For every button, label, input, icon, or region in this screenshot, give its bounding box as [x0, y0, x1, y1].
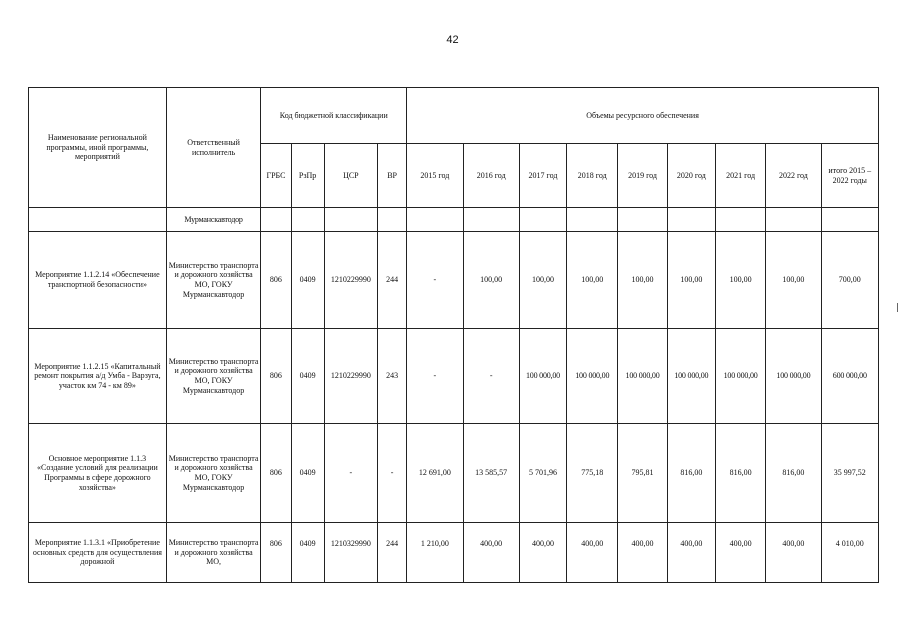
row-rzpr: 0409 — [291, 523, 324, 583]
row-value-2020: 100,00 — [667, 232, 715, 329]
row-name: Основное мероприятие 1.1.3 «Создание условий для реализации Программы в сфере дорожного хозяйства» — [29, 424, 167, 523]
row-value-2022: 100,00 — [766, 232, 821, 329]
row-value-total — [821, 208, 878, 232]
row-rzpr: 0409 — [291, 232, 324, 329]
row-value-2022: 100 000,00 — [766, 329, 821, 424]
row-value-2021: 816,00 — [715, 424, 765, 523]
row-value-2020: 816,00 — [667, 424, 715, 523]
row-executor: Министерство транспорта и дорожного хозяйства МО, ГОКУ Мурманскавтодор — [166, 424, 261, 523]
row-value-2019: 100,00 — [618, 232, 667, 329]
row-value-2018: 400,00 — [567, 523, 618, 583]
row-name: Мероприятие 1.1.2.14 «Обеспечение транспортной безопасности» — [29, 232, 167, 329]
row-value-2019: 100 000,00 — [618, 329, 667, 424]
row-value-2022 — [766, 208, 821, 232]
row-value-2017: 400,00 — [519, 523, 566, 583]
table-row — [29, 424, 879, 523]
row-vr: 244 — [378, 523, 407, 583]
header-code-vr: ВР — [378, 144, 407, 208]
row-value-2017 — [519, 208, 566, 232]
header-resources: Объемы ресурсного обеспечения — [407, 88, 879, 144]
row-csr: 1210229990 — [324, 232, 377, 329]
row-value-2017: 100 000,00 — [519, 329, 566, 424]
row-value-2019: 795,81 — [618, 424, 667, 523]
header-name: Наименование региональной программы, иной программы, мероприятий — [29, 88, 167, 208]
row-value-2015: 12 691,00 — [407, 424, 463, 523]
header-code-csr: ЦСР — [324, 144, 377, 208]
row-rzpr: 0409 — [291, 329, 324, 424]
row-value-2019: 400,00 — [618, 523, 667, 583]
header-year-total: итого 2015 – 2022 годы — [821, 144, 878, 208]
row-executor: Министерство транспорта и дорожного хозяйства МО, ГОКУ Мурманскавтодор — [166, 329, 261, 424]
row-grbs: 806 — [261, 523, 291, 583]
row-value-2018: 100 000,00 — [567, 329, 618, 424]
table-row — [29, 329, 879, 424]
row-value-2021: 100 000,00 — [715, 329, 765, 424]
row-value-2016 — [463, 208, 519, 232]
row-executor: Министерство транспорта и дорожного хозяйства МО, ГОКУ Мурманскавтодор — [166, 232, 261, 329]
row-value-2018: 100,00 — [567, 232, 618, 329]
header-year-2015: 2015 год — [407, 144, 463, 208]
header-year-2020: 2020 год — [667, 144, 715, 208]
row-executor: Министерство транспорта и дорожного хозяйства МО, — [166, 523, 261, 583]
row-value-total: 700,00 — [821, 232, 878, 329]
row-value-2018 — [567, 208, 618, 232]
row-grbs — [261, 208, 291, 232]
row-vr — [378, 208, 407, 232]
row-grbs: 806 — [261, 232, 291, 329]
row-value-2017: 100,00 — [519, 232, 566, 329]
row-name: Мероприятие 1.1.2.15 «Капитальный ремонт покрытия а/д Умба - Варзуга, участок км 74 - км 89» — [29, 329, 167, 424]
row-vr: - — [378, 424, 407, 523]
row-value-2016: 100,00 — [463, 232, 519, 329]
row-value-2021: 100,00 — [715, 232, 765, 329]
row-value-2022: 816,00 — [766, 424, 821, 523]
row-value-2020: 100 000,00 — [667, 329, 715, 424]
header-year-2018: 2018 год — [567, 144, 618, 208]
resource-table — [28, 87, 879, 583]
row-value-2018: 775,18 — [567, 424, 618, 523]
header-year-2021: 2021 год — [715, 144, 765, 208]
table-row — [29, 232, 879, 329]
header-year-2017: 2017 год — [519, 144, 566, 208]
row-rzpr — [291, 208, 324, 232]
table-row — [29, 523, 879, 583]
row-value-2016: 400,00 — [463, 523, 519, 583]
scan-edge-mark — [897, 303, 898, 312]
row-value-2015: - — [407, 329, 463, 424]
row-rzpr: 0409 — [291, 424, 324, 523]
page-number: 42 — [446, 34, 459, 46]
row-csr — [324, 208, 377, 232]
row-value-2015: - — [407, 232, 463, 329]
row-value-total: 4 010,00 — [821, 523, 878, 583]
row-executor: Мурманскавтодор — [166, 208, 261, 232]
table-row — [29, 208, 879, 232]
row-vr: 243 — [378, 329, 407, 424]
header-year-2019: 2019 год — [618, 144, 667, 208]
row-csr: 1210329990 — [324, 523, 377, 583]
header-code-rzpr: РзПр — [291, 144, 324, 208]
row-value-2020 — [667, 208, 715, 232]
row-value-2016: - — [463, 329, 519, 424]
row-value-2019 — [618, 208, 667, 232]
header-code-grbs: ГРБС — [261, 144, 291, 208]
row-value-2020: 400,00 — [667, 523, 715, 583]
row-grbs: 806 — [261, 329, 291, 424]
row-csr: 1210229990 — [324, 329, 377, 424]
row-value-2016: 13 585,57 — [463, 424, 519, 523]
header-executor: Ответственный исполнитель — [166, 88, 261, 208]
header-year-2022: 2022 год — [766, 144, 821, 208]
row-value-2021: 400,00 — [715, 523, 765, 583]
row-value-total: 600 000,00 — [821, 329, 878, 424]
row-value-2015 — [407, 208, 463, 232]
header-year-2016: 2016 год — [463, 144, 519, 208]
row-value-2015: 1 210,00 — [407, 523, 463, 583]
row-value-2022: 400,00 — [766, 523, 821, 583]
row-grbs: 806 — [261, 424, 291, 523]
row-vr: 244 — [378, 232, 407, 329]
header-row-1 — [29, 88, 879, 144]
row-name — [29, 208, 167, 232]
header-budget-code: Код бюджетной классификации — [261, 88, 407, 144]
row-value-total: 35 997,52 — [821, 424, 878, 523]
row-name: Мероприятие 1.1.3.1 «Приобретение основных средств для осуществления дорожной — [29, 523, 167, 583]
row-csr: - — [324, 424, 377, 523]
row-value-2021 — [715, 208, 765, 232]
row-value-2017: 5 701,96 — [519, 424, 566, 523]
